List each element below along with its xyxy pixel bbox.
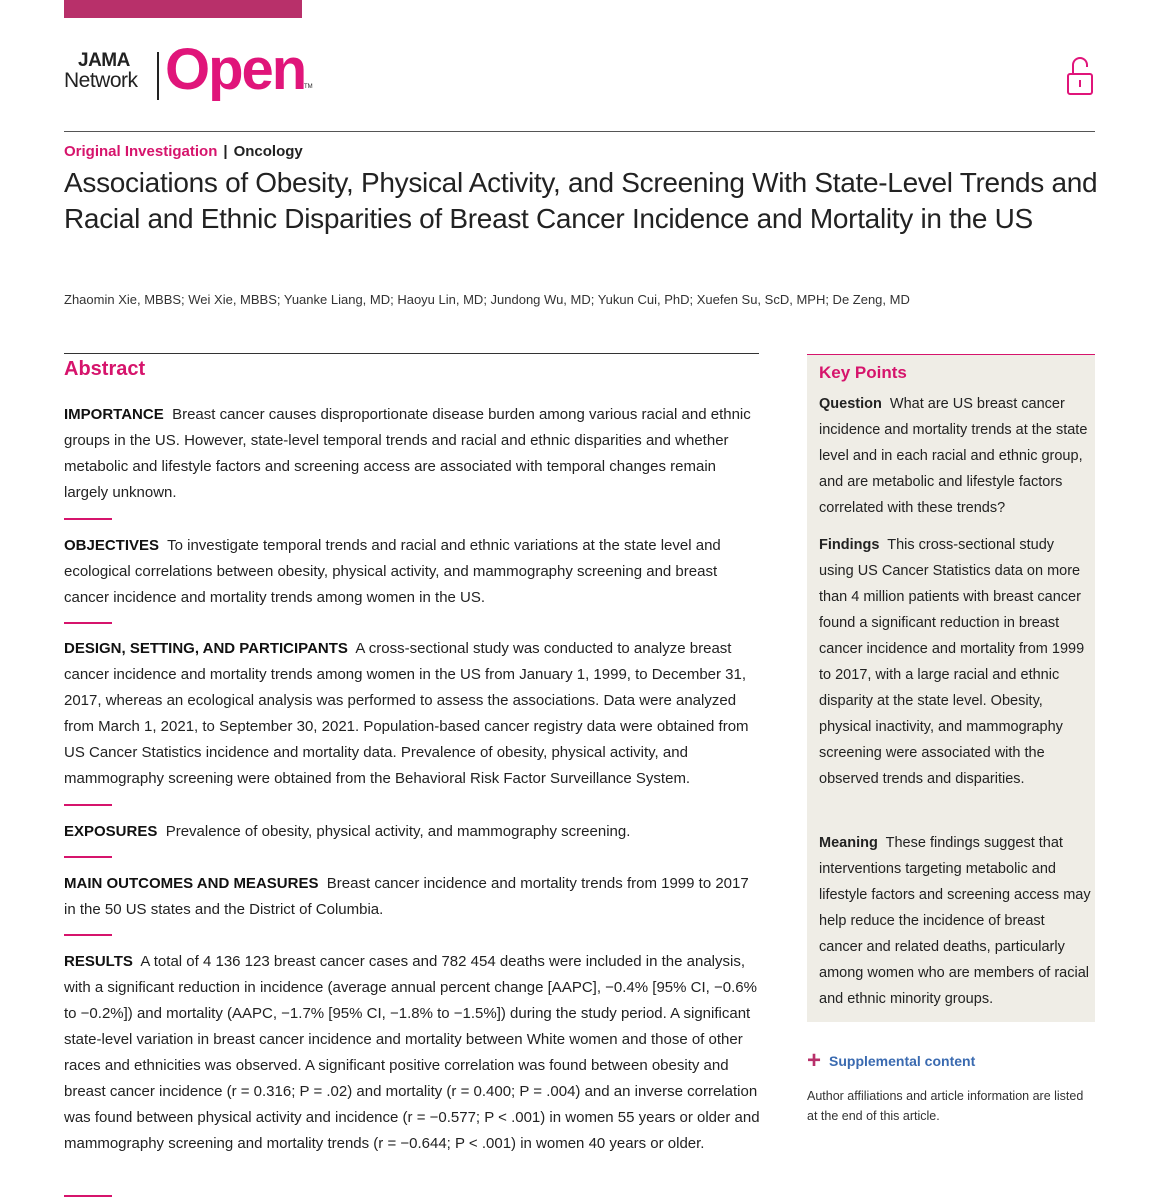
header-rule (64, 131, 1095, 132)
abstract-section-objectives (64, 533, 764, 611)
logo-network-text: Network (64, 69, 138, 92)
key-point-text: These findings suggest that interventions targeting metabolic and lifestyle factors and screening access may help reduce the incidence of breast cancer and related deaths, particularly among women who are members of racial and ethnic minority groups. (819, 835, 1091, 1007)
section-text: A cross-sectional study was conducted to analyze breast cancer incidence and mortality trends among women in the US from January 1, 1999, to December 31, 2017, whereas an ecological analysis was performed to assess the associations. Data were analyzed from March 1, 2021, to September 30, 2021. Population-based cancer registry data were obtained from US Cancer Statistics incidence and mortality data. Prevalence of obesity, physical activity, and mammography screening were obtained from the Behavioral Risk Factor Surveillance System. (64, 640, 749, 787)
article-subcategory[interactable]: Oncology (233, 143, 303, 160)
abstract-section-exposures (64, 819, 764, 845)
key-point-question (819, 391, 1091, 521)
key-point-findings (819, 532, 1091, 792)
supplemental-content-label: Supplemental content (829, 1053, 976, 1069)
abstract-section-design (64, 636, 764, 792)
section-divider (64, 1195, 112, 1197)
article-title: Associations of Obesity, Physical Activity, and Screening With State-Level Trends and Racial and Ethnic Disparities of Breast Cancer Incidence and Mortality in the US (64, 167, 1098, 234)
key-point-label: Meaning (819, 835, 878, 851)
abstract-section-results (64, 949, 764, 1157)
article-category-line (64, 143, 303, 160)
section-text: Breast cancer causes disproportionate disease burden among various racial and ethnic groups in the US. However, state-level temporal trends and racial and ethnic disparities and whether metabolic and lifestyle factors and screening access are associated with temporal changes remain largely unknown. (64, 406, 751, 501)
abstract-section-main-outcomes (64, 871, 764, 923)
open-access-lock-icon[interactable] (1064, 54, 1096, 96)
section-divider (64, 622, 112, 624)
article-category[interactable]: Original Investigation (64, 143, 218, 160)
key-point-text: What are US breast cancer incidence and mortality trends at the state level and in each racial and ethnic group, and are metabolic and lifestyle factors correlated with these trends? (819, 396, 1088, 516)
section-label: IMPORTANCE (64, 406, 164, 423)
key-point-meaning (819, 830, 1091, 1012)
supplemental-content-link[interactable] (807, 1047, 976, 1074)
abstract-rule (64, 353, 759, 354)
key-point-label: Findings (819, 537, 880, 553)
section-text: Prevalence of obesity, physical activity, and mammography screening. (165, 823, 631, 840)
section-text: A total of 4 136 123 breast cancer cases and 782 454 deaths were included in the analysis, with a significant reduction in incidence (average annual percent change [AAPC], −0.4% [95% CI, −0.6% to −0.2%]) and mortality (AAPC, −1.7% [95% CI, −1.8% to −1.5%]) during the study period. A significant state-level variation in breast cancer incidence and mortality between White women and those of other races and ethnicities was observed. A significant positive correlation was found between obesity and breast cancer incidence (r = 0.316; P = .02) and mortality (r = 0.400; P = .004) and an inverse correlation was found between physical activity and incidence (r = −0.577; P < .001) in women 55 years or older and mammography screening and mortality trends (r = −0.644; P < .001) in women 40 years or older. (64, 953, 760, 1152)
section-divider (64, 934, 112, 936)
abstract-heading: Abstract (64, 358, 146, 380)
section-label: EXPOSURES (64, 823, 158, 840)
section-label: RESULTS (64, 953, 133, 970)
top-accent-bar (64, 0, 302, 18)
key-points-box (807, 354, 1095, 1022)
section-label: MAIN OUTCOMES AND MEASURES (64, 875, 319, 892)
key-point-label: Question (819, 396, 882, 412)
key-points-heading: Key Points (819, 363, 907, 382)
category-separator: | (223, 143, 228, 160)
plus-icon: + (807, 1047, 822, 1074)
abstract-section-importance (64, 402, 764, 506)
section-divider (64, 804, 112, 806)
author-affiliations-note: Author affiliations and article information are listed at the end of this article. (807, 1089, 1084, 1123)
logo-trademark: TM (304, 84, 313, 90)
section-label: DESIGN, SETTING, AND PARTICIPANTS (64, 640, 348, 657)
logo-separator (157, 52, 159, 100)
section-divider (64, 856, 112, 858)
section-text: Breast cancer incidence and mortality trends from 1999 to 2017 in the 50 US states and the District of Columbia. (64, 875, 749, 918)
section-divider (64, 518, 112, 520)
logo-open-text: Open (165, 37, 306, 102)
section-label: OBJECTIVES (64, 537, 160, 554)
logo-jama-text: JAMA (78, 50, 130, 71)
section-text: To investigate temporal trends and racial and ethnic variations at the state level and ecological correlations between obesity, physical activity, and mammography screening and breast cancer incidence and mortality trends among women in the US. (64, 537, 721, 606)
key-point-text: This cross-sectional study using US Cancer Statistics data on more than 4 million patients with breast cancer found a significant reduction in breast cancer incidence and mortality from 1999 to 2017, with a large racial and ethnic disparity at the state level. Obesity, physical inactivity, and mammography screening were associated with the observed trends and disparities. (819, 537, 1085, 787)
author-list: Zhaomin Xie, MBBS; Wei Xie, MBBS; Yuanke Liang, MD; Haoyu Lin, MD; Jundong Wu, MD; Yukun Cui, PhD; Xuefen Su, ScD, MPH; De Zeng, MD (64, 292, 910, 307)
